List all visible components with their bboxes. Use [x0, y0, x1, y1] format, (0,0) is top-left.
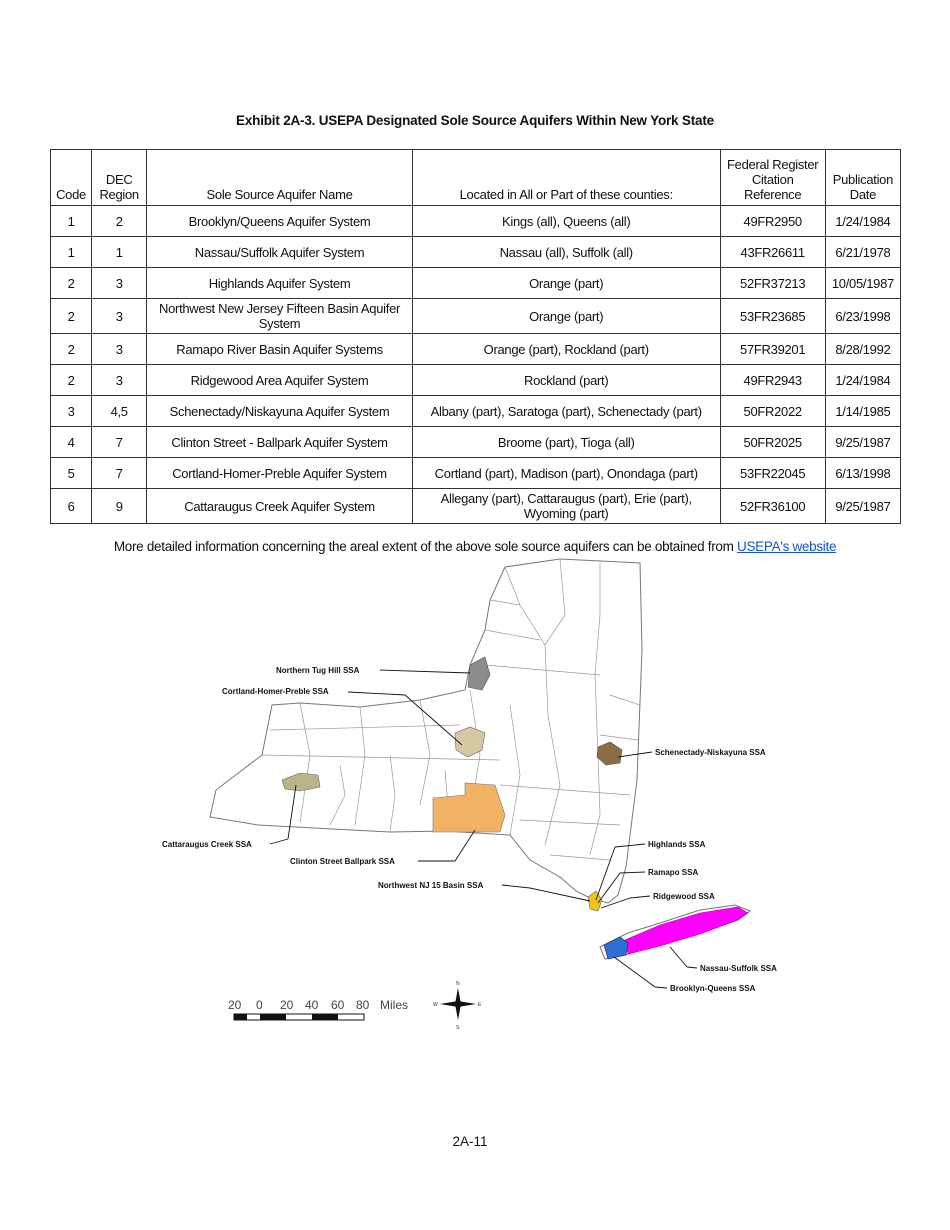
cell-counties: Orange (part), Rockland (part) [412, 334, 720, 365]
table-row [51, 299, 901, 334]
scale-unit: Miles [380, 998, 409, 1012]
usepa-website-link[interactable]: USEPA's website [737, 539, 837, 554]
cell-date: 1/24/1984 [825, 206, 900, 237]
header-counties: Located in All or Part of these counties: [412, 150, 720, 206]
cell-name: Ramapo River Basin Aquifer Systems [147, 334, 413, 365]
cell-citation: 52FR36100 [720, 489, 825, 524]
detail-note: More detailed information concerning the areal extent of the above sole source aquifers can be obtained from USEPA's website [113, 539, 837, 554]
cell-name: Nassau/Suffolk Aquifer System [147, 237, 413, 268]
cell-region: 7 [92, 427, 147, 458]
header-code: Code [51, 150, 92, 206]
cell-citation: 50FR2022 [720, 396, 825, 427]
cell-citation: 52FR37213 [720, 268, 825, 299]
cell-citation: 53FR23685 [720, 299, 825, 334]
new-york-ssa-map [0, 555, 950, 1040]
cell-region: 7 [92, 458, 147, 489]
scale-tick: 20 [280, 998, 294, 1012]
cell-counties: Allegany (part), Cattaraugus (part), Erie (part), Wyoming (part) [412, 489, 720, 524]
cell-region: 4,5 [92, 396, 147, 427]
cell-name: Schenectady/Niskayuna Aquifer System [147, 396, 413, 427]
label-northwest-nj: Northwest NJ 15 Basin SSA [378, 881, 484, 890]
cell-region: 1 [92, 237, 147, 268]
cell-name: Ridgewood Area Aquifer System [147, 365, 413, 396]
header-aquifer-name: Sole Source Aquifer Name [147, 150, 413, 206]
cell-region: 3 [92, 299, 147, 334]
cell-counties: Cortland (part), Madison (part), Onondaga (part) [412, 458, 720, 489]
cell-citation: 53FR22045 [720, 458, 825, 489]
cell-region: 2 [92, 206, 147, 237]
label-clinton-street: Clinton Street Ballpark SSA [290, 857, 395, 866]
cell-region: 3 [92, 334, 147, 365]
cell-citation: 49FR2943 [720, 365, 825, 396]
cell-name: Clinton Street - Ballpark Aquifer System [147, 427, 413, 458]
ny-state-outline [210, 559, 642, 903]
cell-name: Cattaraugus Creek Aquifer System [147, 489, 413, 524]
table-row [51, 458, 901, 489]
cell-name: Brooklyn/Queens Aquifer System [147, 206, 413, 237]
cell-code: 2 [51, 365, 92, 396]
cell-code: 5 [51, 458, 92, 489]
label-northern-tug-hill: Northern Tug Hill SSA [276, 666, 360, 675]
cell-counties: Kings (all), Queens (all) [412, 206, 720, 237]
cell-counties: Broome (part), Tioga (all) [412, 427, 720, 458]
label-ridgewood: Ridgewood SSA [653, 892, 715, 901]
cell-date: 10/05/1987 [825, 268, 900, 299]
cell-date: 9/25/1987 [825, 427, 900, 458]
table-row [51, 489, 901, 524]
cell-date: 1/24/1984 [825, 365, 900, 396]
cell-counties: Nassau (all), Suffolk (all) [412, 237, 720, 268]
cell-region: 3 [92, 268, 147, 299]
label-nassau-suffolk: Nassau-Suffolk SSA [700, 964, 777, 973]
label-ramapo: Ramapo SSA [648, 868, 699, 877]
sole-source-aquifer-table [50, 149, 901, 524]
label-schenectady-niskayuna: Schenectady-Niskayuna SSA [655, 748, 766, 757]
table-row [51, 396, 901, 427]
exhibit-title: Exhibit 2A-3. USEPA Designated Sole Source Aquifers Within New York State [236, 113, 714, 128]
scale-tick: 80 [356, 998, 370, 1012]
label-brooklyn-queens: Brooklyn-Queens SSA [670, 984, 756, 993]
cell-citation: 49FR2950 [720, 206, 825, 237]
table-row [51, 334, 901, 365]
cell-date: 6/21/1978 [825, 237, 900, 268]
cell-counties: Rockland (part) [412, 365, 720, 396]
svg-text:W: W [433, 1002, 438, 1008]
table-row [51, 206, 901, 237]
scale-tick: 0 [256, 998, 263, 1012]
cell-citation: 50FR2025 [720, 427, 825, 458]
cell-region: 9 [92, 489, 147, 524]
cell-code: 1 [51, 237, 92, 268]
cell-code: 4 [51, 427, 92, 458]
cell-citation: 57FR39201 [720, 334, 825, 365]
label-cattaraugus-creek: Cattaraugus Creek SSA [162, 840, 252, 849]
brooklyn-queens-ssa-area [604, 937, 628, 959]
table-header-row [51, 150, 901, 206]
scale-bar [228, 998, 408, 1020]
page-number: 2A-11 [452, 1134, 488, 1149]
scale-tick: 20 [228, 998, 242, 1012]
cell-code: 2 [51, 334, 92, 365]
cell-code: 3 [51, 396, 92, 427]
cell-date: 6/13/1998 [825, 458, 900, 489]
cell-name: Northwest New Jersey Fifteen Basin Aquifer System [147, 299, 413, 334]
svg-text:E: E [478, 1002, 482, 1008]
header-dec-region: DEC Region [92, 150, 147, 206]
cell-counties: Orange (part) [412, 268, 720, 299]
cell-citation: 43FR26611 [720, 237, 825, 268]
cell-counties: Albany (part), Saratoga (part), Schenectady (part) [412, 396, 720, 427]
cell-code: 2 [51, 299, 92, 334]
table-row [51, 268, 901, 299]
cell-region: 3 [92, 365, 147, 396]
label-highlands: Highlands SSA [648, 840, 706, 849]
cell-counties: Orange (part) [412, 299, 720, 334]
table-row [51, 237, 901, 268]
cell-date: 1/14/1985 [825, 396, 900, 427]
cell-code: 1 [51, 206, 92, 237]
cell-date: 8/28/1992 [825, 334, 900, 365]
cell-name: Cortland-Homer-Preble Aquifer System [147, 458, 413, 489]
svg-text:N: N [456, 981, 460, 987]
north-arrow-icon [433, 981, 482, 1031]
cell-name: Highlands Aquifer System [147, 268, 413, 299]
header-publication-date: Publication Date [825, 150, 900, 206]
cell-date: 6/23/1998 [825, 299, 900, 334]
label-cortland-homer-preble: Cortland-Homer-Preble SSA [222, 687, 329, 696]
cell-code: 6 [51, 489, 92, 524]
scale-tick: 40 [305, 998, 319, 1012]
header-citation: Federal Register Citation Reference [720, 150, 825, 206]
cell-code: 2 [51, 268, 92, 299]
svg-text:S: S [456, 1025, 460, 1031]
table-row [51, 365, 901, 396]
table-row [51, 427, 901, 458]
scale-tick: 60 [331, 998, 345, 1012]
cell-date: 9/25/1987 [825, 489, 900, 524]
